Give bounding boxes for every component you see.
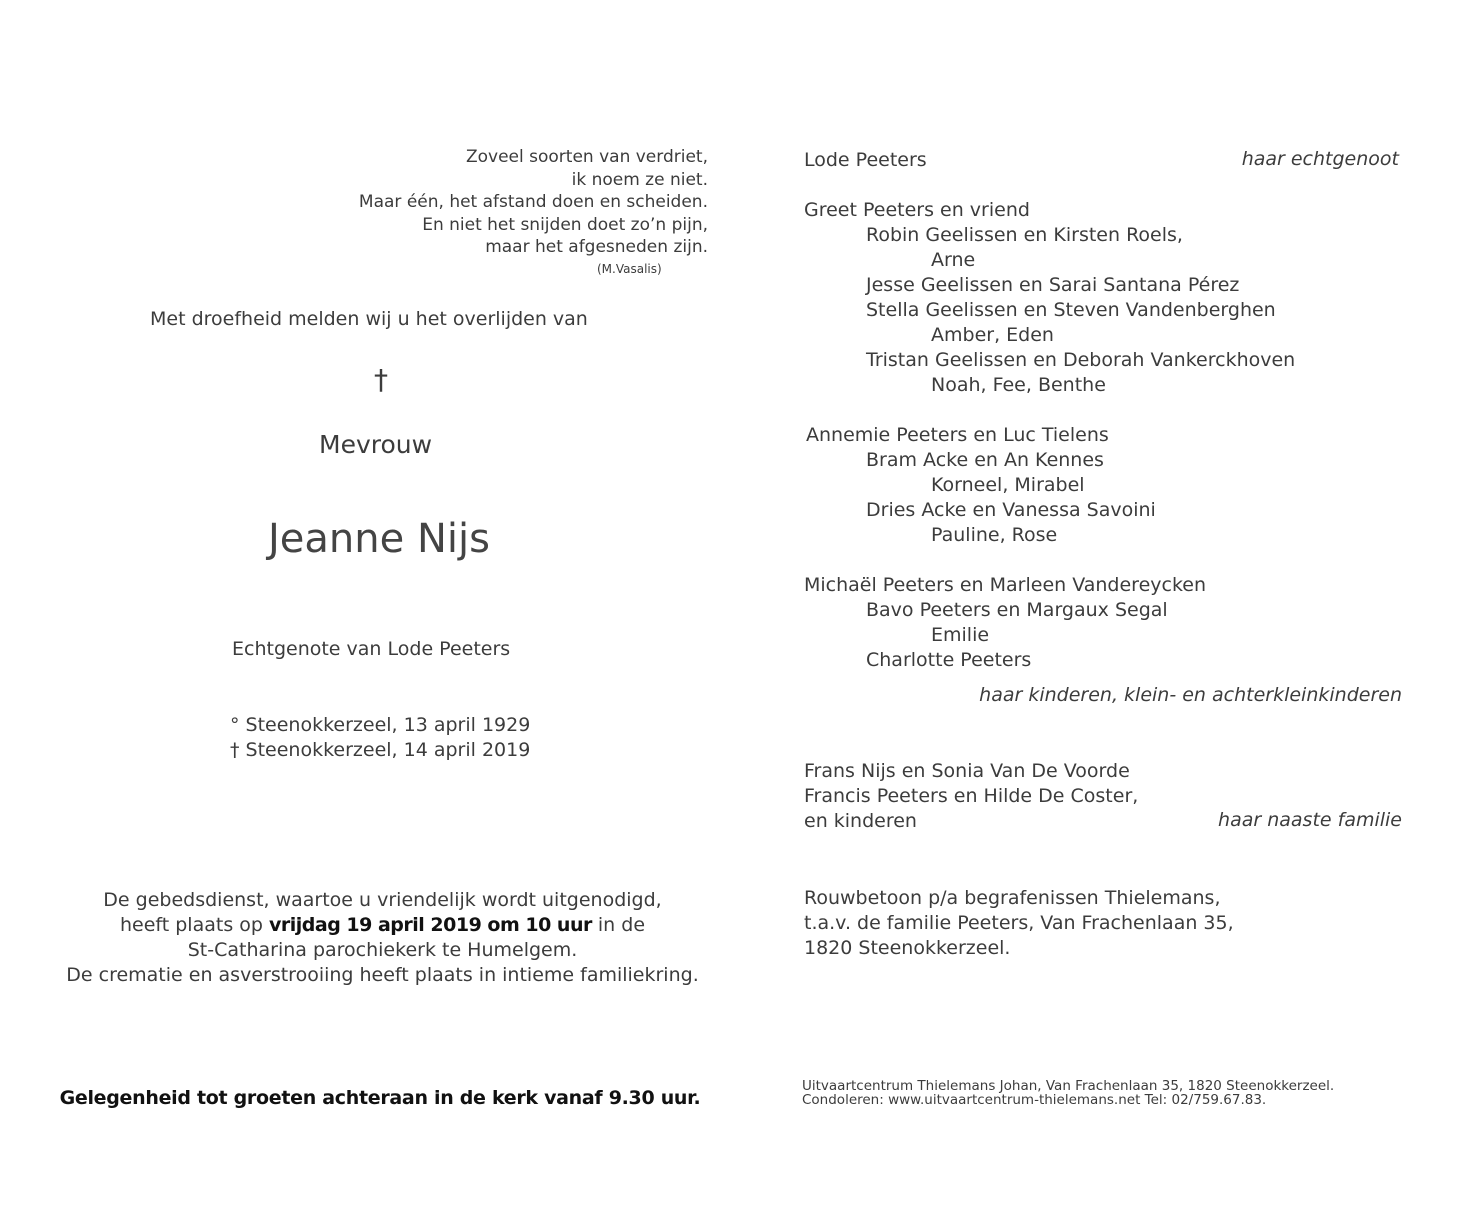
family-member: Annemie Peeters en Luc Tielens: [806, 424, 1109, 446]
funeral-home-footer: [802, 1079, 1334, 1107]
deceased-title: Mevrouw: [319, 430, 433, 459]
service-datetime: vrijdag 19 april 2019 om 10 uur: [269, 914, 592, 936]
service-line: St-Catharina parochiekerk te Humelgem.: [187, 939, 578, 961]
poem-line: En niet het snijden doet zo’n pijn,: [422, 214, 708, 235]
family-member: Arne: [931, 249, 976, 271]
family-member: Charlotte Peeters: [866, 649, 1032, 671]
birth-date: ° Steenokkerzeel, 13 april 1929: [230, 714, 531, 736]
poem: [359, 146, 708, 259]
death-date: † Steenokkerzeel, 14 april 2019: [230, 739, 531, 761]
relatives-role: haar naaste familie: [1218, 809, 1402, 831]
family-member: Dries Acke en Vanessa Savoini: [866, 499, 1156, 521]
address-line: t.a.v. de familie Peeters, Van Frachenlaan 35,: [804, 912, 1234, 934]
family-member: Tristan Geelissen en Deborah Vankerckhoven: [866, 349, 1296, 371]
family-member: Korneel, Mirabel: [931, 474, 1085, 496]
deceased-name: Jeanne Nijs: [268, 516, 490, 562]
family-member: Bavo Peeters en Margaux Segal: [866, 599, 1168, 621]
relative: Francis Peeters en Hilde De Coster,: [804, 785, 1139, 807]
relative: en kinderen: [804, 810, 917, 832]
poem-line: Zoveel soorten van verdriet,: [465, 147, 708, 167]
children-role: haar kinderen, klein- en achterkleinkinderen: [979, 684, 1402, 706]
greeting-note: Gelegenheid tot groeten achteraan in de kerk vanaf 9.30 uur.: [59, 1087, 701, 1109]
family-member: Amber, Eden: [931, 324, 1054, 346]
family-member: Michaël Peeters en Marleen Vandereycken: [804, 574, 1207, 596]
service-line: [30, 913, 735, 938]
husband-role: haar echtgenoot: [1241, 148, 1399, 170]
service-text: heeft plaats op: [119, 914, 269, 936]
poem-line: maar het afgesneden zijn.: [485, 237, 708, 257]
service-line: De gebedsdienst, waartoe u vriendelijk wordt uitgenodigd,: [103, 889, 662, 911]
condolence-address: [804, 886, 1234, 961]
announcement-intro: Met droefheid melden wij u het overlijden van: [150, 308, 588, 330]
address-line: Rouwbetoon p/a begrafenissen Thielemans,: [804, 887, 1221, 909]
life-dates: [230, 713, 530, 763]
cross-symbol: †: [374, 363, 388, 396]
family-member: Emilie: [931, 624, 990, 646]
footer-line: Condoleren: www.uitvaartcentrum-thielemans.net Tel: 02/759.67.83.: [802, 1092, 1267, 1108]
family-member: Greet Peeters en vriend: [804, 199, 1030, 221]
poem-line: Maar één, het afstand doen en scheiden.: [358, 192, 708, 212]
relative: Frans Nijs en Sonia Van De Voorde: [804, 760, 1130, 782]
poem-author: (M.Vasalis): [597, 262, 662, 276]
service-line: De crematie en asverstrooiing heeft plaats in intieme familiekring.: [66, 964, 699, 986]
service-text: in de: [591, 914, 646, 936]
family-member: Pauline, Rose: [931, 524, 1058, 546]
address-line: 1820 Steenokkerzeel.: [804, 937, 1011, 959]
family-member: Bram Acke en An Kennes: [866, 449, 1104, 471]
family-member: Robin Geelissen en Kirsten Roels,: [866, 224, 1183, 246]
family-member: Noah, Fee, Benthe: [931, 374, 1106, 396]
family-member: Jesse Geelissen en Sarai Santana Pérez: [866, 274, 1240, 296]
husband-name: Lode Peeters: [804, 149, 927, 171]
family-member: Stella Geelissen en Steven Vandenberghen: [866, 299, 1276, 321]
poem-line: ik noem ze niet.: [571, 169, 708, 190]
deceased-spouse: Echtgenote van Lode Peeters: [232, 638, 511, 660]
footer-line: Uitvaartcentrum Thielemans Johan, Van Frachenlaan 35, 1820 Steenokkerzeel.: [802, 1078, 1335, 1094]
service-info: [30, 888, 735, 988]
